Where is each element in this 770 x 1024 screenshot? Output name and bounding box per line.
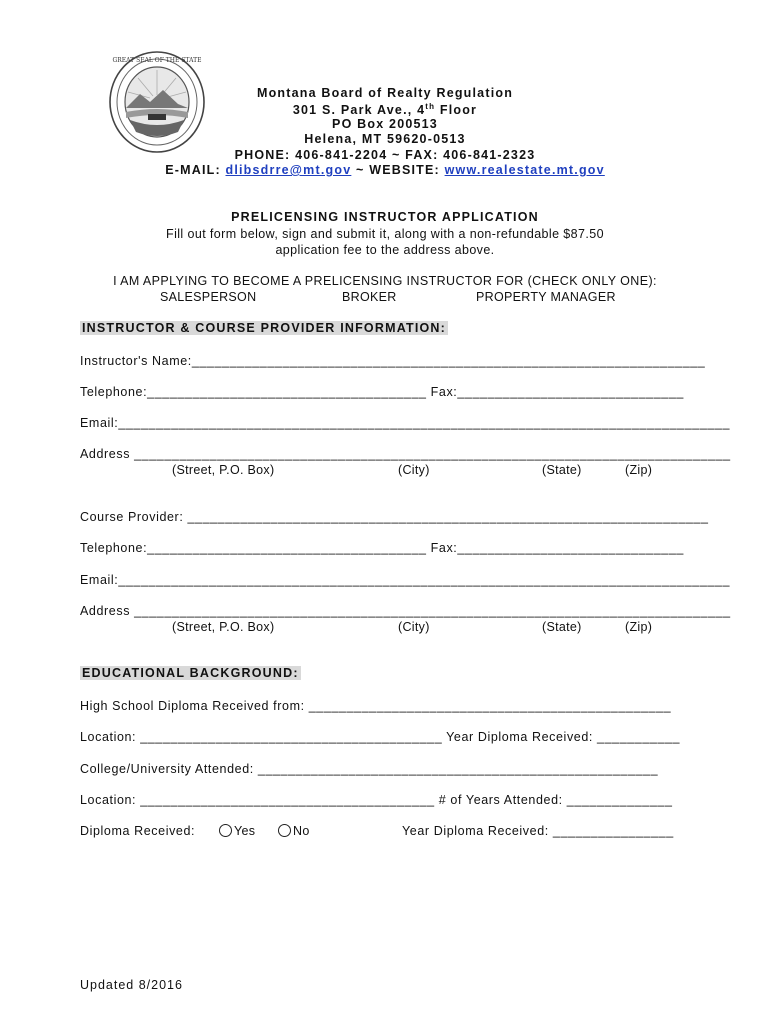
diploma-no-option[interactable]: No xyxy=(278,824,310,838)
section-instructor-info: INSTRUCTOR & COURSE PROVIDER INFORMATION: xyxy=(82,321,447,335)
email-link[interactable]: dlibsdrre@mt.gov xyxy=(225,163,352,177)
svg-text:GREAT SEAL OF THE STATE: GREAT SEAL OF THE STATE xyxy=(112,57,202,64)
org-name: Montana Board of Realty Regulation xyxy=(256,86,514,100)
instructor-name-field[interactable]: Instructor's Name:____________________________________________________________________ xyxy=(80,354,706,368)
option-property-manager[interactable]: PROPERTY MANAGER xyxy=(476,290,616,304)
email-website: E-MAIL: dlibsdrre@mt.gov ~ WEBSITE: www.realestate.mt.gov xyxy=(165,163,605,177)
instructor-city-label: (City) xyxy=(398,463,430,477)
instructor-street-label: (Street, P.O. Box) xyxy=(172,463,275,477)
updated-date: Updated 8/2016 xyxy=(80,978,183,992)
section-educational-background: EDUCATIONAL BACKGROUND: xyxy=(82,666,299,680)
yes-radio[interactable] xyxy=(219,824,232,837)
po-box: PO Box 200513 xyxy=(332,117,438,131)
instructor-address-field[interactable]: Address _______________________________________________________________________________ xyxy=(80,447,731,461)
instructor-email-field[interactable]: Email:_________________________________________________________________________________ xyxy=(80,416,731,430)
provider-state-label: (State) xyxy=(542,620,582,634)
no-radio[interactable] xyxy=(278,824,291,837)
instructor-state-label: (State) xyxy=(542,463,582,477)
diploma-yes-option[interactable]: Yes xyxy=(219,824,255,838)
phone-fax: PHONE: 406-841-2204 ~ FAX: 406-841-2323 xyxy=(234,148,536,162)
intro-line-1: Fill out form below, sign and submit it, along with a non-refundable $87.50 xyxy=(166,227,604,241)
provider-phone-fax-field[interactable]: Telephone:_____________________________________ Fax:______________________________ xyxy=(80,541,684,555)
street-address: 301 S. Park Ave., 4th Floor xyxy=(292,102,478,118)
option-broker[interactable]: BROKER xyxy=(342,290,397,304)
instructor-zip-label: (Zip) xyxy=(625,463,653,477)
provider-email-field[interactable]: Email:_________________________________________________________________________________ xyxy=(80,573,731,587)
provider-address-field[interactable]: Address _______________________________________________________________________________ xyxy=(80,604,731,618)
provider-street-label: (Street, P.O. Box) xyxy=(172,620,275,634)
option-salesperson[interactable]: SALESPERSON xyxy=(160,290,257,304)
diploma-received-label: Diploma Received: xyxy=(80,824,196,838)
hs-location-year-field[interactable]: Location: ________________________________________ Year Diploma Received: ___________ xyxy=(80,730,681,744)
website-link[interactable]: www.realestate.mt.gov xyxy=(444,163,605,177)
college-location-years-field[interactable]: Location: _______________________________________ # of Years Attended: ______________ xyxy=(80,793,673,807)
city-state-zip: Helena, MT 59620-0513 xyxy=(304,132,466,146)
applying-statement: I AM APPLYING TO BECOME A PRELICENSING INSTRUCTOR FOR (CHECK ONLY ONE): xyxy=(113,274,657,288)
course-provider-field[interactable]: Course Provider: _____________________________________________________________________ xyxy=(80,510,709,524)
provider-zip-label: (Zip) xyxy=(625,620,653,634)
high-school-field[interactable]: High School Diploma Received from: ________________________________________________ xyxy=(80,699,672,713)
intro-line-2: application fee to the address above. xyxy=(275,243,495,257)
form-title: PRELICENSING INSTRUCTOR APPLICATION xyxy=(231,210,539,224)
provider-city-label: (City) xyxy=(398,620,430,634)
instructor-phone-fax-field[interactable]: Telephone:_____________________________________ Fax:______________________________ xyxy=(80,385,684,399)
college-year-diploma-field[interactable]: Year Diploma Received: ________________ xyxy=(402,824,674,838)
college-field[interactable]: College/University Attended: _____________________________________________________ xyxy=(80,762,659,776)
